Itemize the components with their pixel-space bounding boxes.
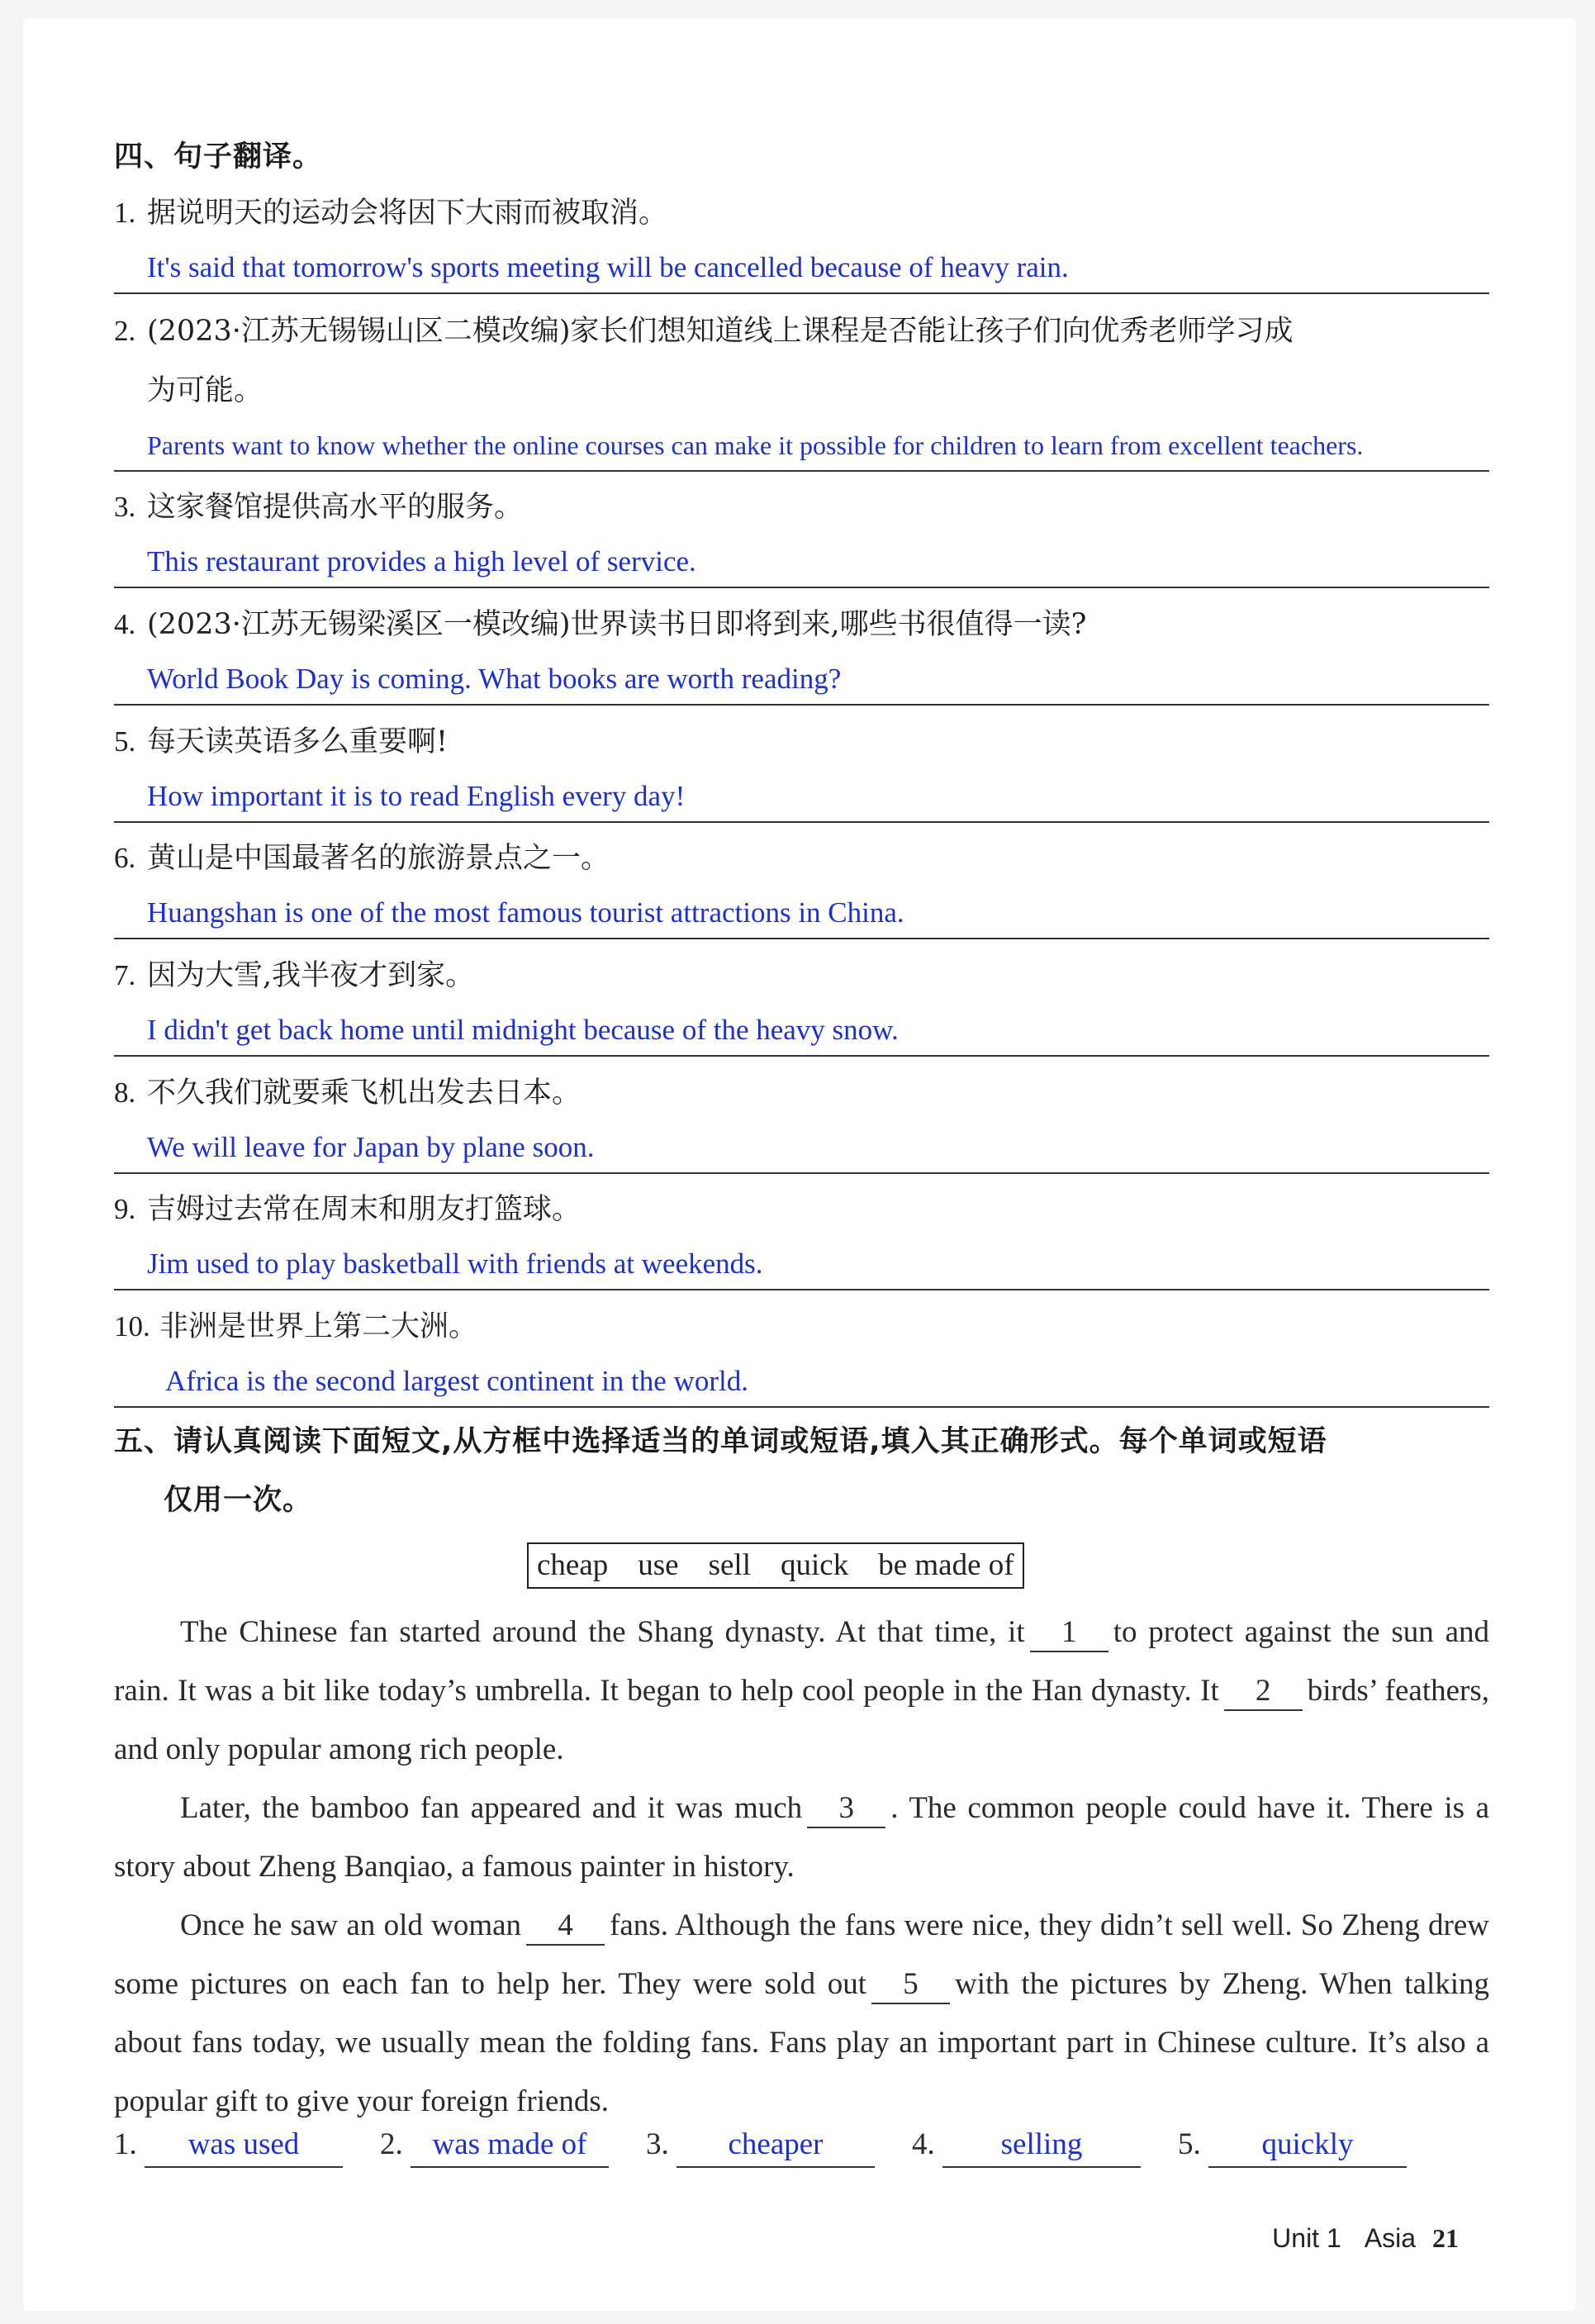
answer-5: 5. quickly [1178,2123,1407,2168]
answer-field[interactable]: quickly [1208,2123,1407,2168]
answer-field[interactable]: cheaper [676,2123,875,2168]
answer-line: Africa is the second largest continent in the world. [114,1357,1489,1408]
section-5-title: 五、请认真阅读下面短文,从方框中选择适当的单词或短语,填入其正确形式。每个单词或短语 [114,1425,1327,1458]
section-4-title: 四、句子翻译。 [114,140,323,173]
chinese-sentence: 因为大雪,我半夜才到家。 [147,959,475,992]
blank-1[interactable]: 1 [1030,1614,1108,1652]
answer-2: 2. was made of [380,2123,609,2168]
chinese-sentence: (2023·江苏无锡锡山区二模改编)家长们想知道线上课程是否能让孩子们向优秀老师学习成 [147,315,1294,348]
answer-line: Parents want to know whether the online courses can make it possible for children to learn from excellent teachers. [114,421,1489,472]
item-number: 9. [114,1193,136,1225]
answer-line: Jim used to play basketball with friends at weekends. [114,1239,1489,1290]
page-footer [1272,2222,1459,2254]
translation-item-7 [114,946,1489,1057]
blank-2[interactable]: 2 [1224,1673,1303,1711]
translation-item-3 [114,478,1489,588]
translation-item-1 [114,183,1489,294]
answer-line: World Book Day is coming. What books are worth reading? [114,654,1489,706]
word-option: cheap [537,1548,609,1582]
answer-1: 1. was used [114,2123,343,2168]
answer-line: I didn't get back home until midnight because of the heavy snow. [114,1005,1489,1057]
page-number: 21 [1432,2223,1459,2253]
blank-4[interactable]: 4 [526,1908,605,1946]
chinese-sentence: 不久我们就要乘飞机出发去日本。 [147,1076,582,1110]
item-number: 7. [114,959,136,991]
answer-4: 4. selling [912,2123,1141,2168]
answer-line: How important it is to read English every day! [114,772,1489,823]
item-number: 4. [114,608,136,640]
answer-field[interactable]: was used [145,2123,343,2168]
item-number: 10. [114,1310,150,1343]
translation-item-10 [114,1297,1489,1408]
blank-3[interactable]: 3 [807,1790,885,1828]
workbook-page [23,18,1576,2311]
passage-paragraph-3: Once he saw an old woman 4 fans. Although the fans were nice, they didn’t sell well. So Zheng drew some pictures on each fan to help her. They were sold out 5 with the pictures by Zheng. When talking about fans today, we usually mean the folding fans. Fans play an important part in Chinese culture. It’s also a popular gift to give your foreign friends. [114,1908,1489,2118]
chinese-sentence: 吉姆过去常在周末和朋友打篮球。 [147,1193,582,1226]
answer-line: This restaurant provides a high level of service. [114,537,1489,588]
chinese-sentence: 每天读英语多么重要啊! [147,725,449,758]
chinese-sentence: 非洲是世界上第二大洲。 [159,1310,478,1343]
answer-field[interactable]: selling [942,2123,1141,2168]
word-option: be made of [878,1548,1014,1582]
chinese-sentence-continued: 为可能。 [147,374,263,407]
item-number: 2. [114,315,136,347]
answer-field[interactable]: was made of [411,2123,609,2168]
word-box [527,1542,1024,1589]
answer-3: 3. cheaper [646,2123,875,2168]
chinese-sentence: 黄山是中国最著名的旅游景点之一。 [147,842,610,875]
word-option: use [638,1548,679,1582]
answer-line: We will leave for Japan by plane soon. [114,1123,1489,1174]
unit-label: Unit 1 [1272,2223,1341,2253]
item-number: 6. [114,842,136,874]
item-number: 8. [114,1076,136,1109]
translation-item-9 [114,1180,1489,1290]
translation-item-4 [114,595,1489,706]
answer-row [114,2123,1489,2181]
answer-line: It's said that tomorrow's sports meeting will be cancelled because of heavy rain. [114,243,1489,294]
translation-item-5 [114,712,1489,823]
translation-item-2 [114,302,1489,472]
item-number: 1. [114,197,136,229]
translation-item-6 [114,829,1489,939]
reading-passage [114,1603,1489,2131]
chinese-sentence: (2023·江苏无锡梁溪区一模改编)世界读书日即将到来,哪些书很值得一读? [147,608,1087,641]
item-number: 5. [114,725,136,758]
word-option: quick [781,1548,849,1582]
answer-line: Huangshan is one of the most famous tourist attractions in China. [114,888,1489,939]
chinese-sentence: 据说明天的运动会将因下大雨而被取消。 [147,197,668,230]
unit-title: Asia [1364,2223,1416,2253]
section-5-title-continued: 仅用一次。 [164,1484,313,1517]
passage-paragraph-1: The Chinese fan started around the Shang dynasty. At that time, it 1 to protect against the sun and rain. It was a bit like today’s umbrella. It began to help cool people in the Han dynasty. It 2 birds’ feathers, and only popular among rich people. [114,1615,1489,1766]
chinese-sentence: 这家餐馆提供高水平的服务。 [147,491,524,524]
translation-item-8 [114,1063,1489,1174]
item-number: 3. [114,491,136,523]
word-option: sell [708,1548,751,1582]
passage-paragraph-2: Later, the bamboo fan appeared and it was much 3 . The common people could have it. There is a story about Zheng Banqiao, a famous painter in history. [114,1791,1489,1884]
blank-5[interactable]: 5 [871,1966,950,2004]
